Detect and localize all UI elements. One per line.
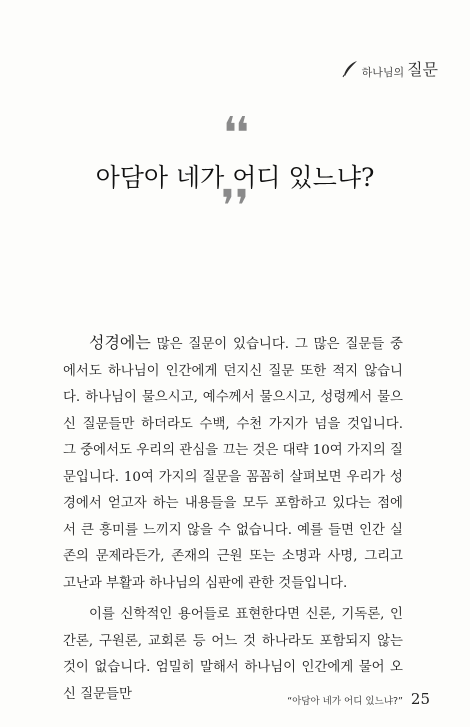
quill-pen-icon — [341, 60, 359, 78]
running-header — [341, 60, 438, 78]
page-footer — [287, 690, 430, 708]
chapter-title: 아담아 네가 어디 있느냐? — [95, 163, 375, 192]
paragraph-1-text: 많은 질문이 있습니다. 그 많은 질문들 중에서도 하나님이 인간에게 던지신 질문 또한 적지 않습니다. 하나님이 물으시고, 예수께서 물으시고, 성령께서 물으신 질문들만 하더라도 수백, 수천 가지가 넘을 것입니다. 그 중에서도 우리의 관심을 끄는 것은 대략 10여 가지의 질문입니다. 10여 가지의 질문을 꼼꼼히 살펴보면 우리가 성경에서 얻고자 하는 내용들을 모두 포함하고 있다는 점에서 큰 흥미를 느끼지 않을 수 없습니다. 예를 들면 인간 실존의 문제라든가, 존재의 근원 또는 소명과 사명, 그리고 고난과 부활과 하나님의 심판에 관한 것들입니다. — [63, 337, 403, 591]
page-number: 25 — [410, 690, 430, 708]
close-quote-mark: ❜❜ — [220, 181, 250, 232]
header-book-title-small: 하나님의 — [361, 66, 405, 79]
paragraph-2: 이를 신학적인 용어들로 표현한다면 신론, 기독론, 인간론, 구원론, 교회론 등 어느 것 하나라도 포함되지 않는 것이 없습니다. 엄밀히 말해서 하나님이 인간에게 물어 오신 질문들만 — [63, 607, 403, 702]
footer-running-title: “아담아 네가 어디 있느냐?” — [287, 696, 403, 707]
open-quote-mark: ❛❛ — [222, 108, 248, 159]
lead-word: 성경에는 — [89, 333, 151, 352]
paragraph-1 — [63, 330, 403, 597]
header-book-title-big: 질문 — [407, 60, 438, 79]
body-text — [63, 330, 403, 713]
